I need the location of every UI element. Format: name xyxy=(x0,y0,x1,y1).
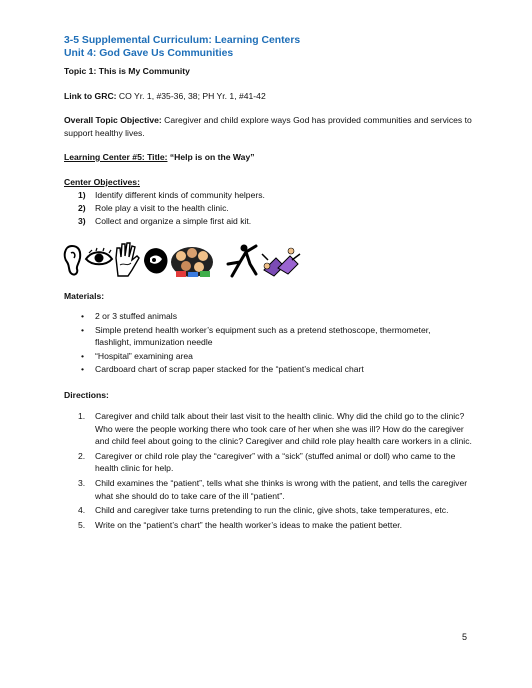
item-text: Identify different kinds of community helpers. xyxy=(95,190,265,200)
list-item xyxy=(78,215,478,228)
topic-title: Topic 1: This is My Community xyxy=(64,66,190,76)
materials-list xyxy=(78,310,468,377)
item-number: 1) xyxy=(78,190,86,200)
center-label: Learning Center #5: Title: xyxy=(64,152,168,162)
page-number: 5 xyxy=(462,632,468,642)
grc-text: CO Yr. 1, #35-36, 38; PH Yr. 1, #41-42 xyxy=(116,91,266,101)
center-objectives-heading: Center Objectives: xyxy=(64,177,140,187)
item-number: 4. xyxy=(78,505,86,516)
item-text: Role play a visit to the health clinic. xyxy=(95,202,229,213)
item-text: Caregiver and child talk about their last visit to the health clinic. Why did the child go to the clinic? Who were the people working there who took care of her when she was ill? How do the caregiver and child feel about going to the clinic? Caregiver and child role play health care workers in a clinic. xyxy=(95,411,472,447)
list-item xyxy=(78,504,478,517)
list-item xyxy=(78,477,478,502)
materials-heading: Materials: xyxy=(64,291,105,301)
item-text: Write on the “patient’s chart” the health worker’s ideas to make the patient better. xyxy=(95,519,402,530)
objective-label: Overall Topic Objective: xyxy=(64,115,162,125)
curriculum-title: 3-5 Supplemental Curriculum: Learning Centers xyxy=(64,35,301,46)
item-text: Child and caregiver take turns pretending to run the clinic, give shots, take temperatures, etc. xyxy=(95,505,449,516)
overall-objective xyxy=(64,114,474,139)
item-number: 2) xyxy=(78,202,86,213)
list-item xyxy=(78,363,468,376)
people-group-icon xyxy=(171,247,213,277)
item-text: Collect and organize a simple first aid kit. xyxy=(95,215,252,226)
item-text: 2 or 3 stuffed animals xyxy=(95,311,178,321)
item-text: Caregiver or child role play the “caregiver” with a “sick” (stuffed animal or doll) who came to the health clinic for help. xyxy=(95,450,456,474)
center-title: “Help is on the Way” xyxy=(167,152,255,162)
ear-icon xyxy=(65,246,80,275)
bullet-icon: • xyxy=(81,350,85,361)
stretching-person-icon xyxy=(228,245,256,277)
directions-heading: Directions: xyxy=(64,390,109,400)
item-text: Child examines the “patient”, tells what she thinks is wrong with the patient, and tells the caregiver what she should do to take care of the ill “patient”. xyxy=(95,477,468,501)
list-item xyxy=(78,450,478,475)
list-item xyxy=(78,519,478,532)
item-text: Cardboard chart of scrap paper stacked for the “patient’s medical chart xyxy=(95,364,364,375)
item-text: Simple pretend health worker’s equipment such as a pretend stethoscope, thermometer, flashlight, immunization needle xyxy=(95,324,431,348)
item-number: 3. xyxy=(78,477,86,488)
grc-label: Link to GRC: xyxy=(64,91,117,101)
learning-center-title xyxy=(64,151,474,164)
unit-title: Unit 4: God Gave Us Communities xyxy=(64,48,234,59)
list-item xyxy=(78,410,478,448)
item-text: “Hospital” examining area xyxy=(95,350,193,361)
taste-icon xyxy=(144,248,167,273)
list-item xyxy=(78,202,478,215)
hand-icon xyxy=(116,243,139,276)
item-number: 2. xyxy=(78,450,86,461)
list-item xyxy=(78,310,468,323)
grc-link xyxy=(64,90,474,103)
bullet-icon: • xyxy=(81,364,85,375)
objective-text: Caregiver and child explore ways God has provided communities and services to support healthy lives. xyxy=(64,115,472,138)
eye-icon xyxy=(86,248,112,264)
item-number: 3) xyxy=(78,215,86,226)
directions-list xyxy=(78,410,478,533)
exercising-people-icon xyxy=(262,248,300,276)
item-number: 1. xyxy=(78,411,86,421)
list-item xyxy=(78,324,468,349)
item-number: 5. xyxy=(78,519,86,530)
bullet-icon: • xyxy=(81,311,85,321)
document-header xyxy=(64,34,300,60)
bullet-icon: • xyxy=(81,324,85,335)
center-objectives-list xyxy=(78,189,478,227)
list-item xyxy=(78,189,478,202)
list-item xyxy=(78,350,468,363)
senses-clipart-row xyxy=(62,240,302,280)
